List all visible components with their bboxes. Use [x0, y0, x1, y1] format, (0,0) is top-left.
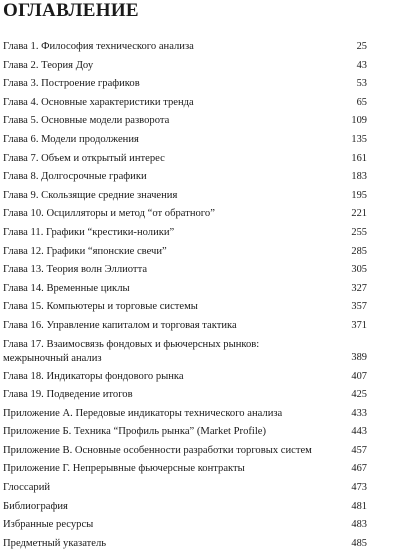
toc-entry[interactable] — [3, 59, 367, 78]
toc-entry[interactable] — [3, 40, 367, 59]
toc-entry-title: Техника “Профиль рынка” (Market Profile) — [73, 426, 267, 438]
toc-entry-title: Взаимосвязь фондовых и фьючерсных рынков: — [46, 338, 260, 350]
toc-entry-label: Приложение А. — [3, 407, 73, 419]
toc-page-number: 357 — [351, 301, 367, 313]
toc-entry-label: Глава 9. — [3, 189, 39, 201]
toc-entry[interactable] — [3, 300, 367, 319]
toc-entry[interactable] — [3, 226, 367, 245]
toc-entry-label: Глава 1. — [3, 41, 39, 52]
toc-page-number: 443 — [351, 426, 367, 438]
toc-page-number: 135 — [351, 133, 367, 145]
toc-page-number: 305 — [351, 264, 367, 276]
toc-entry-title: Осцилляторы и метод “от обратного” — [46, 208, 215, 220]
toc-entry-label: Глава 10. — [3, 208, 44, 220]
toc-page-number: 109 — [351, 115, 367, 127]
toc-entry[interactable] — [3, 500, 367, 519]
toc-entry[interactable] — [3, 207, 367, 226]
toc-page-number: 221 — [351, 208, 367, 220]
toc-page-number: 327 — [351, 282, 367, 294]
toc-page-number: 481 — [351, 500, 367, 512]
page-title: ОГЛАВЛЕНИЕ — [3, 0, 139, 21]
toc-page-number: 65 — [356, 96, 367, 108]
toc-entry-title: Объем и открытый интерес — [41, 152, 165, 164]
toc-entry-label: Глава 15. — [3, 301, 44, 313]
toc-entry[interactable] — [3, 77, 367, 96]
toc-entry-title: Временные циклы — [46, 282, 130, 294]
toc-entry-title: Философия технического анализа — [41, 41, 194, 52]
toc-entry-label: Глава 5. — [3, 115, 39, 127]
toc-entry-title: Основные модели разворота — [41, 115, 170, 127]
toc-entry-label: Глава 18. — [3, 370, 44, 382]
toc-entry-label: Библиография — [3, 500, 68, 512]
toc-entry-title: Построение графиков — [41, 78, 140, 90]
toc-entry-title: Основные особенности разработки торговых систем — [74, 444, 312, 456]
toc-entry-title: Основные характеристики тренда — [41, 96, 194, 108]
toc-entry[interactable] — [3, 152, 367, 171]
toc-entry-label: Глава 8. — [3, 171, 39, 183]
toc-page-number: 425 — [351, 389, 367, 401]
toc-page-number: 467 — [351, 463, 367, 475]
toc-entry-label: Глава 4. — [3, 96, 39, 108]
toc-entry-title: Скользящие средние значения — [41, 189, 178, 201]
toc-page-number: 485 — [351, 537, 367, 549]
toc-entry[interactable] — [3, 114, 367, 133]
toc-entry[interactable] — [3, 425, 367, 444]
toc-entry[interactable] — [3, 282, 367, 301]
toc-entry[interactable] — [3, 481, 367, 500]
toc-list — [3, 40, 367, 555]
toc-entry-title: Графики “японские свечи” — [46, 245, 167, 257]
toc-page-number: 483 — [351, 519, 367, 531]
toc-entry-title: Графики “крестики-нолики” — [46, 226, 175, 238]
toc-entry[interactable] — [3, 462, 367, 481]
toc-entry[interactable] — [3, 370, 367, 389]
toc-entry-label: Глава 14. — [3, 282, 44, 294]
toc-entry[interactable] — [3, 96, 367, 115]
toc-entry-label: Глава 19. — [3, 389, 44, 401]
toc-page-number: 25 — [356, 41, 367, 52]
toc-entry[interactable] — [3, 245, 367, 264]
toc-entry-label: Глава 7. — [3, 152, 39, 164]
toc-entry-title-continued: межрыночный анализ — [3, 352, 102, 364]
toc-entry[interactable] — [3, 444, 367, 463]
toc-entry-title: Теория Доу — [41, 59, 94, 71]
toc-page-number: 161 — [351, 152, 367, 164]
toc-entry[interactable] — [3, 263, 367, 282]
toc-entry-title: Компьютеры и торговые системы — [46, 301, 198, 313]
toc-entry-label: Предметный указатель — [3, 537, 107, 549]
toc-entry-title: Теория волн Эллиотта — [46, 264, 148, 276]
toc-entry[interactable] — [3, 170, 367, 189]
toc-entry-label: Приложение Б. — [3, 426, 72, 438]
toc-page-number: 285 — [351, 245, 367, 257]
toc-entry-label: Глоссарий — [3, 482, 51, 494]
toc-page-number: 195 — [351, 189, 367, 201]
toc-entry-label: Глава 12. — [3, 245, 44, 257]
toc-entry-title: Подведение итогов — [46, 389, 133, 401]
toc-page-number: 53 — [356, 78, 367, 90]
toc-page-number: 371 — [351, 319, 367, 331]
toc-entry[interactable] — [3, 388, 367, 407]
toc-entry[interactable] — [3, 133, 367, 152]
toc-entry-label: Глава 2. — [3, 59, 39, 71]
toc-page-number: 433 — [351, 407, 367, 419]
toc-page-number: 407 — [351, 370, 367, 382]
toc-entry-title: Индикаторы фондового рынка — [46, 370, 184, 382]
toc-entry-label: Глава 17. — [3, 338, 44, 350]
toc-page-number: 43 — [356, 59, 367, 71]
toc-page-number: 255 — [351, 226, 367, 238]
toc-entry[interactable] — [3, 537, 367, 555]
toc-entry-title: Модели продолжения — [41, 133, 139, 145]
toc-entry-label: Глава 13. — [3, 264, 44, 276]
toc-entry-label: Глава 6. — [3, 133, 39, 145]
toc-entry-label: Глава 11. — [3, 226, 44, 238]
toc-entry-label: Приложение В. — [3, 444, 73, 456]
toc-page-number: 389 — [351, 351, 367, 363]
toc-entry[interactable] — [3, 407, 367, 426]
toc-page-number: 457 — [351, 444, 367, 456]
toc-entry-label: Приложение Г. — [3, 463, 71, 475]
toc-entry[interactable] — [3, 319, 367, 338]
toc-page-number: 473 — [351, 482, 367, 494]
toc-entry-label: Избранные ресурсы — [3, 519, 94, 531]
toc-entry-label: Глава 16. — [3, 319, 44, 331]
toc-page-number: 183 — [351, 171, 367, 183]
toc-entry-title: Управление капиталом и торговая тактика — [46, 319, 237, 331]
toc-entry-title: Долгосрочные графики — [41, 171, 147, 183]
toc-entry[interactable] — [3, 189, 367, 208]
toc-entry-label: Глава 3. — [3, 78, 39, 90]
toc-entry-title: Непрерывные фьючерсные контракты — [72, 463, 245, 475]
toc-entry-title: Передовые индикаторы технического анализа — [75, 407, 283, 419]
toc-entry[interactable] — [3, 518, 367, 537]
toc-entry[interactable] — [3, 338, 367, 370]
